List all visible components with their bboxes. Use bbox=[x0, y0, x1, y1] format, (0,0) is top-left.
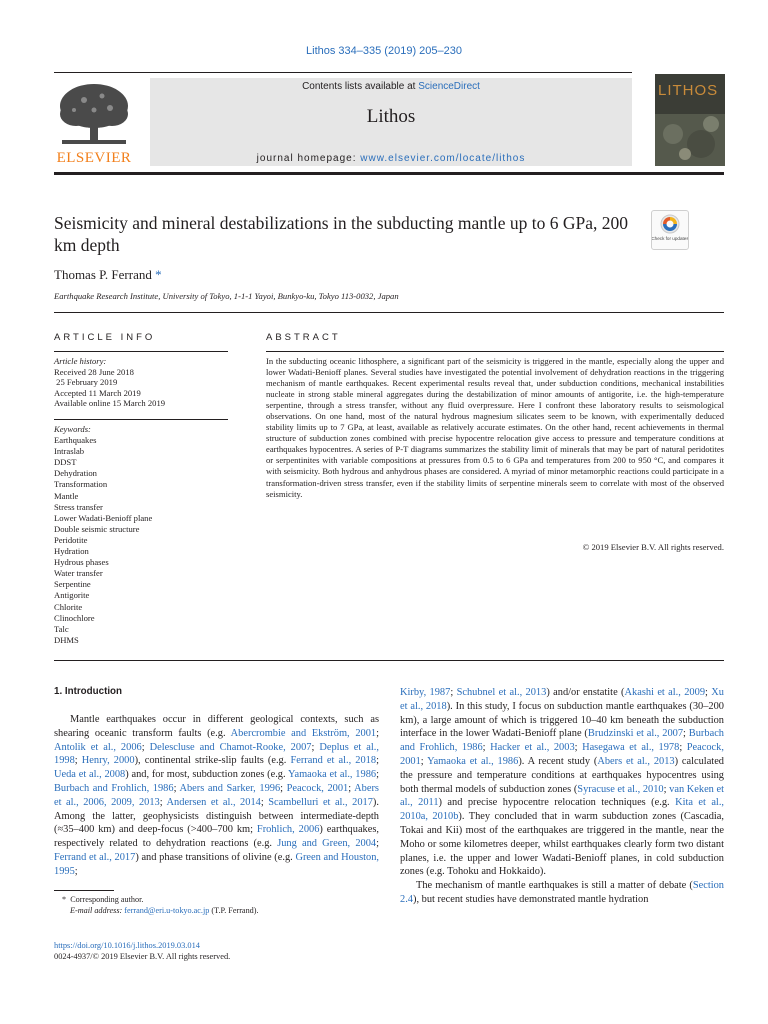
body-text: ). Among the latter, geophysicists distinguish between intermediate-depth (≈35–400 km) and deep-focus (>400–700 km; bbox=[54, 796, 379, 836]
citation-link[interactable]: Brudzinski et al., 2007 bbox=[587, 728, 684, 740]
history-item: Received 28 June 2018 bbox=[54, 366, 134, 377]
citation-link[interactable]: Scambelluri et al., 2017 bbox=[268, 796, 373, 808]
citation-link[interactable]: Yamaoka et al., 1986 bbox=[427, 755, 519, 767]
history-item: Available online 15 March 2019 bbox=[54, 398, 166, 409]
body-text: Mantle earthquakes occur in different geological contexts, such as shearing oceanic transform faults (e.g. bbox=[54, 714, 379, 739]
keyword-item: Transformation bbox=[54, 479, 108, 490]
abstract-rule bbox=[266, 351, 724, 352]
check-updates-icon bbox=[652, 211, 688, 249]
introduction-heading: 1. Introduction bbox=[54, 686, 123, 697]
author-line bbox=[54, 267, 162, 283]
citation-link[interactable]: Ueda et al., 2008 bbox=[54, 769, 126, 781]
contents-line bbox=[150, 81, 632, 92]
citation-link[interactable]: Xu et al., 2018 bbox=[400, 687, 724, 712]
keyword-item: Peridotite bbox=[54, 534, 88, 545]
intro-paragraph bbox=[400, 686, 724, 879]
citation-link[interactable]: Abers et al., 2006, 2009, 2013 bbox=[54, 782, 379, 808]
citation-link[interactable]: Burbach and Frohlich, 1986 bbox=[54, 782, 174, 794]
body-text: ; bbox=[482, 742, 491, 754]
keyword-item: Mantle bbox=[54, 490, 79, 501]
intro-column-1 bbox=[54, 713, 379, 879]
citation-link[interactable]: Hasegawa et al., 1978 bbox=[582, 742, 680, 754]
homepage-line bbox=[150, 153, 632, 164]
abstract-bottom-rule bbox=[54, 660, 724, 661]
citation-link[interactable]: Frohlich, 2006 bbox=[256, 824, 320, 836]
keyword-item: DDST bbox=[54, 457, 77, 468]
header-rule bbox=[54, 72, 632, 73]
footnote bbox=[54, 894, 259, 916]
sciencedirect-link[interactable]: ScienceDirect bbox=[418, 81, 480, 92]
body-text: ; bbox=[159, 796, 167, 808]
body-text: ; bbox=[420, 755, 428, 767]
body-text: ; bbox=[141, 741, 150, 753]
article-info-heading: ARTICLE INFO bbox=[54, 332, 156, 343]
body-text: ) calculated the pressure and temperature conditions at earthquakes hypocentres using both thermal models of subduction zones ( bbox=[400, 755, 724, 795]
keyword-item: Hydration bbox=[54, 546, 89, 557]
citation-link[interactable]: Peacock, 2001 bbox=[400, 742, 724, 767]
footnote-mark: * bbox=[62, 895, 67, 904]
article-history bbox=[54, 356, 229, 409]
contents-prefix: Contents lists available at bbox=[302, 81, 419, 92]
body-text: ; bbox=[376, 769, 379, 781]
body-text: ; bbox=[74, 755, 82, 767]
body-text: ; bbox=[376, 755, 379, 767]
affiliation: Earthquake Research Institute, University of Tokyo, 1-1-1 Yayoi, Bunkyo-ku, Tokyo 113-0032, Japan bbox=[54, 291, 399, 301]
body-text: ; bbox=[311, 741, 320, 753]
header-thick-rule bbox=[54, 172, 724, 175]
citation-link[interactable]: Syracuse et al., 2010 bbox=[577, 783, 664, 795]
body-text: ). A recent study ( bbox=[518, 755, 598, 767]
citation-link[interactable]: Antolik et al., 2006 bbox=[54, 741, 142, 753]
citation-link[interactable]: Delescluse and Chamot-Rooke, 2007 bbox=[149, 741, 312, 753]
email-suffix: (T.P. Ferrand). bbox=[211, 906, 259, 915]
citation-link[interactable]: Andersen et al., 2014 bbox=[166, 796, 261, 808]
body-text: ; bbox=[679, 742, 687, 754]
journal-citation[interactable]: Lithos 334–335 (2019) 205–230 bbox=[306, 45, 462, 57]
citation-link[interactable]: Deplus et al., 1998 bbox=[54, 741, 379, 767]
citation-link[interactable]: Kirby, 1987 bbox=[400, 687, 451, 698]
keyword-item: Intraslab bbox=[54, 446, 85, 457]
history-label: Article history: bbox=[54, 356, 107, 366]
footnote-corresponding: Corresponding author. bbox=[70, 895, 144, 904]
check-for-updates-button[interactable] bbox=[651, 210, 689, 250]
email-label: E-mail address: bbox=[70, 906, 123, 915]
issn-line: 0024-4937/© 2019 Elsevier B.V. All rights reserved. bbox=[54, 952, 231, 961]
body-text: ; bbox=[173, 782, 180, 794]
keyword-item: Earthquakes bbox=[54, 435, 97, 446]
body-text: ; bbox=[376, 838, 379, 850]
keywords-label: Keywords: bbox=[54, 424, 91, 434]
body-text: ) and precise hypocentre relocation techniques (e.g. bbox=[438, 797, 676, 809]
citation-link[interactable]: Abercrombie and Ekström, 2001 bbox=[230, 727, 377, 739]
history-item: 25 February 2019 bbox=[54, 377, 118, 388]
body-text: ) and phase transitions of olivine (e.g. bbox=[135, 851, 296, 863]
abstract-heading: ABSTRACT bbox=[266, 332, 341, 343]
citation-link[interactable]: Ferrand et al., 2017 bbox=[54, 851, 136, 863]
keyword-item: Serpentine bbox=[54, 579, 91, 590]
body-text: ; bbox=[74, 865, 78, 877]
keyword-item: Talc bbox=[54, 623, 69, 634]
keyword-item: Water transfer bbox=[54, 568, 103, 579]
body-text: ; bbox=[348, 782, 355, 794]
keyword-item: Chlorite bbox=[54, 601, 83, 612]
keyword-item: DHMS bbox=[54, 634, 79, 645]
keywords-list bbox=[54, 424, 229, 646]
abstract-text: In the subducting oceanic lithosphere, a significant part of the seismicity is triggered in the mantle, especially along the upper and lower Wadati-Benioff planes. Several studies have investigated the potential involvement of dehydration reactions in the triggering mechanism of mantle earthquakes. Recent experimental results reveal that, under subduction conditions, mechanical instabilities nucleate in strong stable mineral aggregates during the destabilization of minor amounts of antigorite, i.e. the high-temperature serpentine, through a stress transfer, without any fluid overpressure. Here I confront these laboratory results to seismological observations. On one hand, most of the natural hydrous magnesium silicates seem to be known, with experimentally deduced stability limits up to 7 GPa, at least, available as relatively accurate estimates. On the other hand, recent achievements in thermal structure of subduction zones combined with precise hypocentre relocation give access to pressure and temperature conditions at earthquakes hypocentres. A series of P-T diagrams summarizes the stability limit of minerals that may be part of natural peridotites or serpentinites with variable compositions at pressures from 0.5 to 6 GPa and temperatures from 200 to 950 °C, and compares it with seismicity. Both hydrous and anhydrous phases are considered. A myriad of minor metamorphic reactions could participate in a transformation-driven stress transfer, even if the stability limits of serpentine minerals seem to correlate with most of the observed seismicity. bbox=[266, 356, 724, 499]
keyword-item: Clinochlore bbox=[54, 612, 95, 623]
title-rule bbox=[54, 312, 724, 313]
citation-link[interactable]: Schubnel et al., 2013 bbox=[456, 687, 547, 698]
body-text: ). In this study, I focus on subduction mantle earthquakes (30–200 km), a large amount of which is triggered 10–40 km beneath the subduction interface in the lower Wadati-Benioff plane ( bbox=[400, 700, 724, 740]
body-text: ; bbox=[663, 783, 670, 795]
keyword-item: Lower Wadati-Benioff plane bbox=[54, 512, 153, 523]
body-text: ) earthquakes, respectively related to dehydration reactions (e.g. bbox=[54, 824, 380, 850]
body-text: ) and/or enstatite ( bbox=[546, 687, 625, 698]
homepage-link[interactable]: www.elsevier.com/locate/lithos bbox=[360, 153, 526, 164]
citation-link[interactable]: Kita et al., 2010a, 2010b bbox=[400, 797, 725, 823]
keyword-item: Hydrous phases bbox=[54, 557, 109, 568]
doi-link[interactable]: https://doi.org/10.1016/j.lithos.2019.03.014 bbox=[54, 941, 200, 950]
intro-column-2 bbox=[400, 686, 724, 907]
body-text: ; bbox=[705, 687, 712, 698]
cover-title: LITHOS bbox=[658, 82, 719, 99]
body-text: ; bbox=[574, 742, 583, 754]
body-text: The mechanism of mantle earthquakes is still a matter of debate ( bbox=[416, 880, 693, 892]
homepage-prefix: journal homepage: bbox=[256, 153, 361, 164]
citation-link[interactable]: Abers and Sarker, 1996 bbox=[179, 782, 281, 794]
article-info-rule bbox=[54, 351, 228, 352]
article-title: Seismicity and mineral destabilizations in the subducting mantle up to 6 GPa, 200 km depth bbox=[54, 213, 629, 255]
keyword-item: Dehydration bbox=[54, 468, 97, 479]
keyword-item: Double seismic structure bbox=[54, 523, 140, 534]
abstract-copyright: © 2019 Elsevier B.V. All rights reserved. bbox=[582, 542, 724, 552]
body-text: ; bbox=[376, 727, 379, 739]
citation-link[interactable]: Green and Houston, 1995 bbox=[54, 851, 379, 877]
doi-block bbox=[54, 940, 230, 962]
citation-link[interactable]: Section 2.4 bbox=[400, 880, 724, 905]
body-text: ). They concluded that in warm subduction zones (Cascadia, Tokai and Kii) most of the earthquakes are triggered in the mantle, near the Moho or some kilometres deeper, whilst earthquakes clearly form two distant planes, i.e. the upper and lower Wadati-Benioff planes, in cold subduction zones (e.g. Tohoku and Hokkaido). bbox=[400, 811, 724, 878]
footnote-rule bbox=[54, 890, 114, 891]
citation-link[interactable]: Hacker et al., 2003 bbox=[490, 742, 575, 754]
corresponding-author-link[interactable]: * bbox=[155, 267, 162, 282]
intro-paragraph bbox=[400, 879, 724, 907]
body-text: ; bbox=[683, 728, 689, 740]
keyword-item: Antigorite bbox=[54, 590, 90, 601]
svg-text:Check for updates: Check for updates bbox=[652, 236, 688, 241]
citation-link[interactable]: Jung and Green, 2004 bbox=[277, 838, 377, 850]
body-text: ), but recent studies have demonstrated mantle hydration bbox=[413, 893, 649, 905]
citation-link[interactable]: Henry, 2000 bbox=[81, 755, 135, 767]
citation-link[interactable]: Yamaoka et al., 1986 bbox=[288, 769, 377, 781]
email-link[interactable]: ferrand@eri.u-tokyo.ac.jp bbox=[124, 906, 210, 915]
history-rule bbox=[54, 419, 228, 420]
body-text: ; bbox=[260, 796, 269, 808]
citation-link[interactable]: van Keken et al., 2011 bbox=[400, 783, 724, 809]
author-name: Thomas P. Ferrand bbox=[54, 267, 152, 282]
citation-link[interactable]: Akashi et al., 2009 bbox=[624, 687, 706, 698]
journal-name: Lithos bbox=[366, 106, 416, 127]
citation-link[interactable]: Burbach and Frohlich, 1986 bbox=[400, 728, 724, 754]
citation-link[interactable]: Abers et al., 2013 bbox=[597, 755, 675, 767]
body-text: ), continental strike-slip faults (e.g. bbox=[134, 755, 291, 767]
citation-link[interactable]: Peacock, 2001 bbox=[286, 782, 349, 794]
body-text: ; bbox=[280, 782, 287, 794]
body-text: ) and, for most, subduction zones (e.g. bbox=[125, 769, 288, 781]
citation-link[interactable]: Ferrand et al., 2018 bbox=[290, 755, 377, 767]
history-item: Accepted 11 March 2019 bbox=[54, 387, 141, 398]
body-text: ; bbox=[450, 687, 457, 698]
keyword-item: Stress transfer bbox=[54, 501, 103, 512]
elsevier-wordmark: ELSEVIER bbox=[56, 150, 132, 166]
